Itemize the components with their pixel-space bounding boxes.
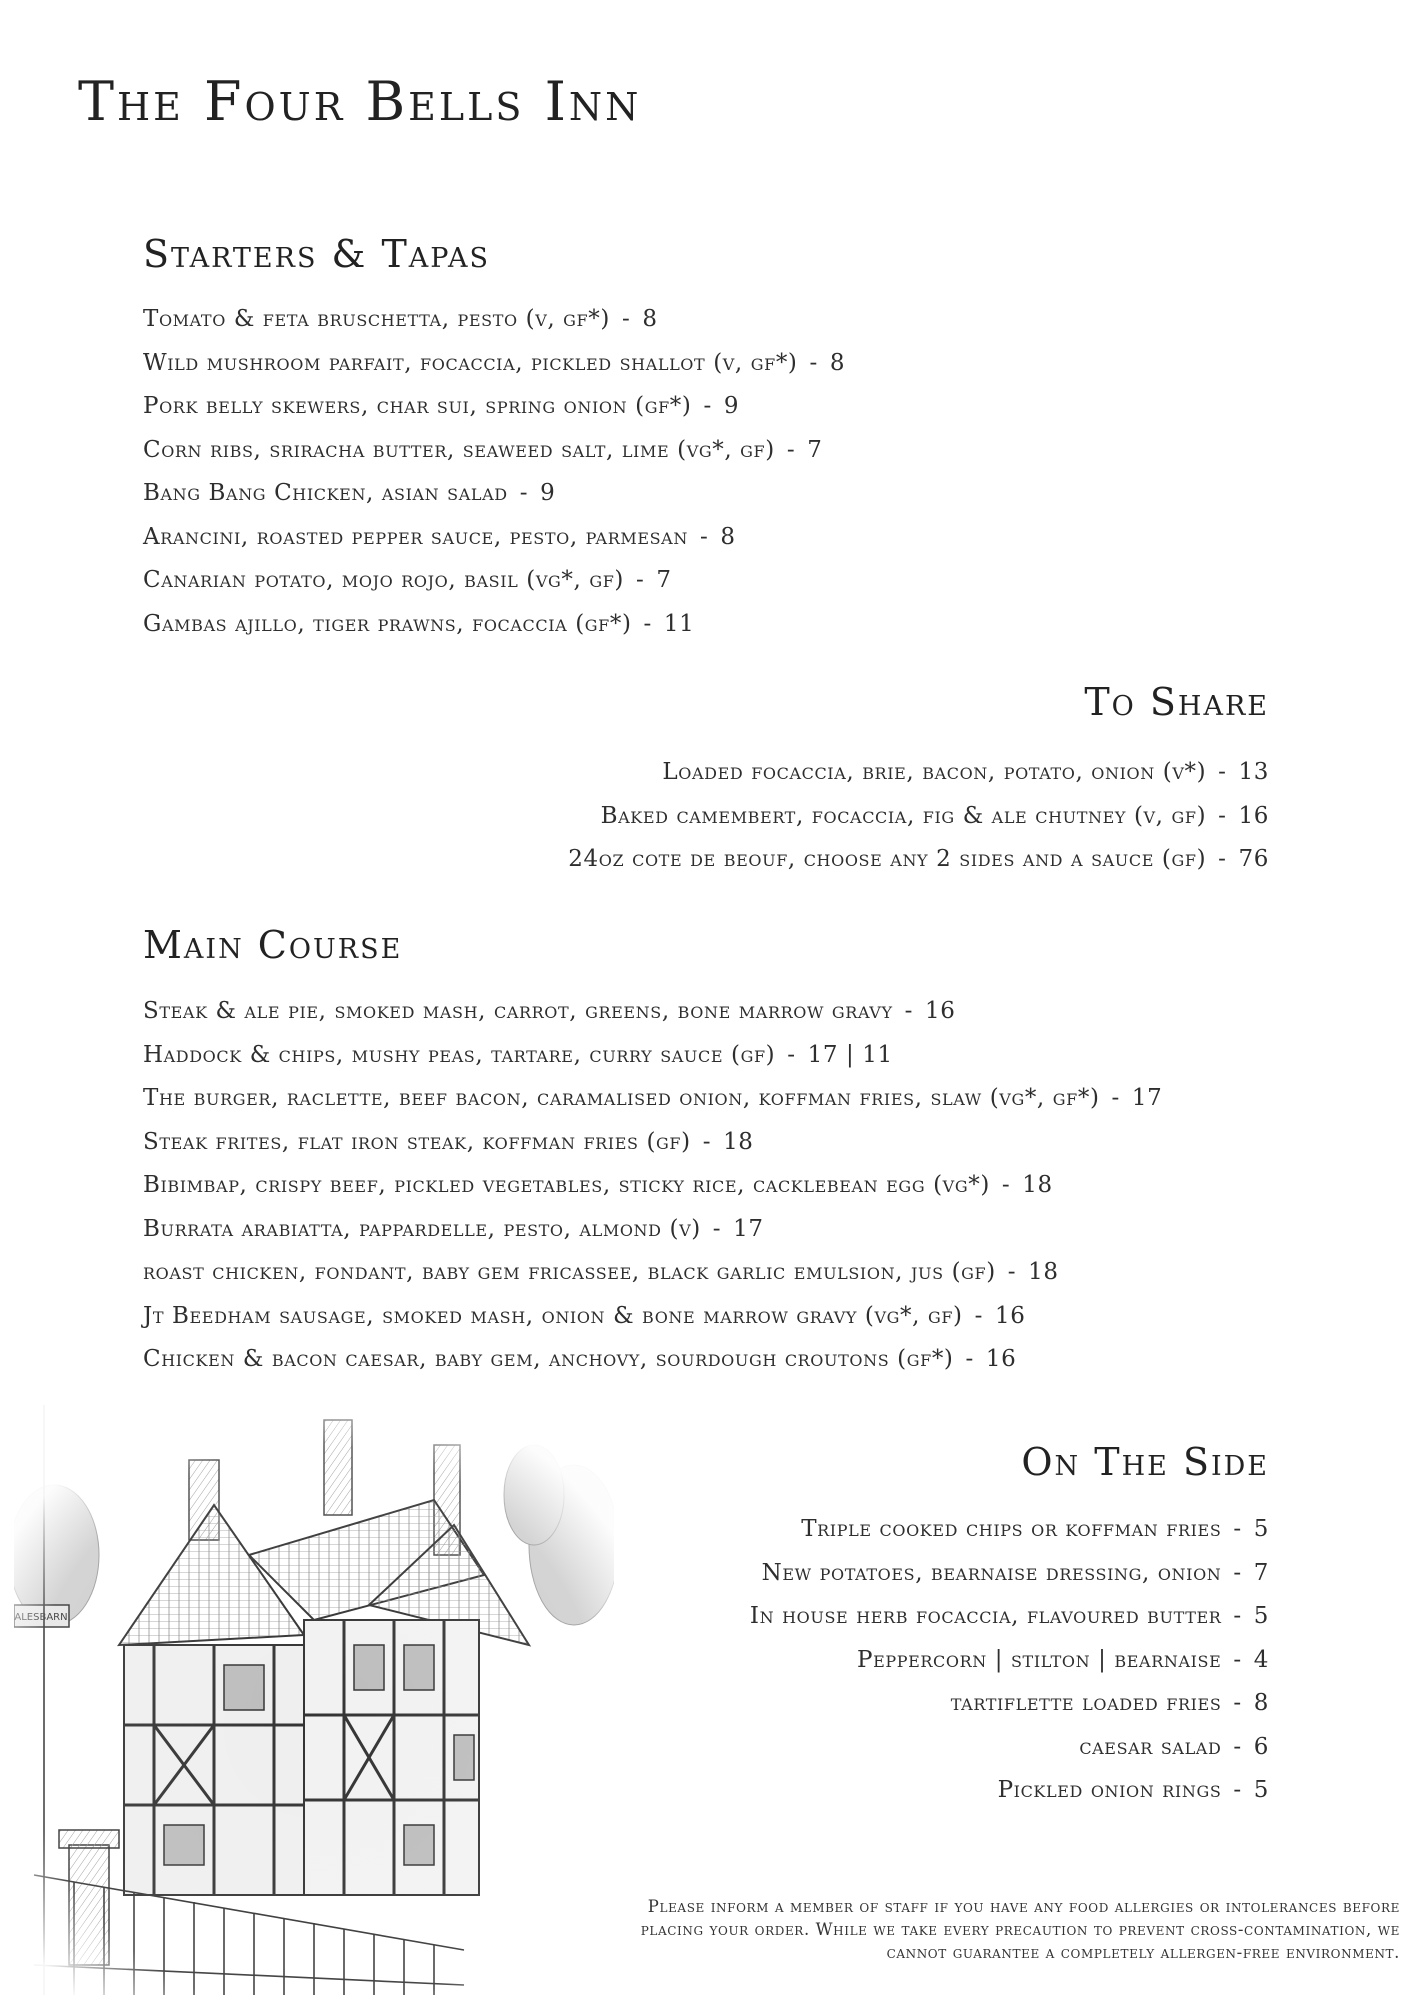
separator: - [703, 393, 712, 419]
menu-item [750, 1639, 1269, 1683]
item-name: The burger, raclette, beef bacon, caramalised onion, koffman fries, slaw (vg*, gf*) [143, 1085, 1100, 1111]
menu-item [143, 1251, 1162, 1295]
item-price: 7 [1253, 1559, 1269, 1586]
item-name: In house herb focaccia, flavoured butter [749, 1603, 1222, 1629]
item-price: 17 [733, 1215, 764, 1242]
menu-item [143, 298, 845, 342]
item-name: Pickled onion rings [997, 1777, 1222, 1803]
menu-item [143, 603, 845, 647]
menu-item [750, 1508, 1269, 1552]
menu-item [143, 385, 845, 429]
menu-item [568, 751, 1269, 795]
menu-item [143, 990, 1162, 1034]
separator: - [1233, 1559, 1242, 1586]
separator: - [1218, 846, 1227, 872]
item-price: 8 [642, 306, 658, 332]
separator: - [809, 349, 818, 376]
item-name: Bang Bang Chicken, asian salad [143, 480, 508, 506]
menu-item [143, 472, 845, 516]
separator: - [643, 610, 652, 637]
separator: - [1007, 1259, 1017, 1285]
menu-item [143, 1164, 1162, 1208]
menu-item [143, 1034, 1162, 1078]
item-name: Wild mushroom parfait, focaccia, pickled shallot (v, gf*) [143, 349, 798, 376]
separator: - [1233, 1690, 1242, 1716]
separator: - [965, 1346, 974, 1372]
item-price: 8 [720, 523, 736, 550]
on-the-side-heading: On The Side [1021, 1440, 1269, 1484]
item-price: 16 [1238, 802, 1269, 829]
allergen-notice: Please inform a member of staff if you have any food allergies or intolerances before placing your order. While we take every precaution to prevent cross-contamination, we cannot guarantee a completely allergen-free environment. [640, 1897, 1400, 1962]
separator: - [1233, 1603, 1242, 1629]
item-price: 9 [540, 480, 556, 506]
item-name: Burrata arabiatta, pappardelle, pesto, almond (v) [143, 1215, 701, 1242]
starters-list [143, 298, 845, 646]
menu-item [143, 516, 845, 560]
item-name: Tomato & feta bruschetta, pesto (v, gf*) [143, 306, 610, 332]
starters-heading: Starters & Tapas [143, 232, 490, 276]
separator: - [1001, 1172, 1011, 1198]
to-share-heading: To Share [1084, 680, 1269, 724]
menu-item [750, 1595, 1269, 1639]
main-course-list [143, 990, 1162, 1382]
item-name: Arancini, roasted pepper sauce, pesto, parmesan [143, 523, 688, 550]
item-price: 5 [1253, 1777, 1269, 1803]
separator: - [787, 1041, 796, 1068]
separator: - [621, 306, 631, 332]
item-price: 18 [1022, 1172, 1053, 1198]
separator: - [1233, 1516, 1242, 1542]
item-name: Jt Beedham sausage, smoked mash, onion & bone marrow gravy (vg*, gf) [143, 1302, 963, 1329]
item-name: tartiflette loaded fries [950, 1690, 1222, 1716]
item-name: New potatoes, bearnaise dressing, onion [761, 1559, 1222, 1586]
separator: - [974, 1302, 983, 1329]
menu-item [750, 1769, 1269, 1813]
item-name: Pork belly skewers, char sui, spring onion (gf*) [143, 393, 692, 419]
item-name: Triple cooked chips or koffman fries [801, 1516, 1222, 1542]
separator: - [1233, 1733, 1242, 1760]
separator: - [786, 436, 796, 463]
menu-item [143, 429, 845, 473]
menu-item [750, 1726, 1269, 1770]
item-price: 6 [1253, 1733, 1269, 1760]
item-name: 24oz cote de beouf, choose any 2 sides and a sauce (gf) [568, 846, 1207, 872]
item-name: Bibimbap, crispy beef, pickled vegetables, sticky rice, cacklebean egg (vg*) [143, 1172, 990, 1198]
main-course-heading: Main Course [143, 923, 403, 967]
separator: - [712, 1215, 722, 1242]
item-price: 16 [995, 1302, 1026, 1329]
item-price: 18 [723, 1128, 754, 1155]
item-price: 76 [1238, 846, 1269, 872]
item-name: Steak & ale pie, smoked mash, carrot, greens, bone marrow gravy [143, 998, 893, 1024]
menu-item [143, 559, 845, 603]
separator: - [636, 567, 645, 593]
inn-illustration [14, 1405, 614, 1995]
separator: - [1233, 1777, 1242, 1803]
menu-item [143, 1208, 1162, 1252]
item-name: Chicken & bacon caesar, baby gem, anchovy, sourdough croutons (gf*) [143, 1346, 954, 1372]
menu-item [143, 1338, 1162, 1382]
to-share-list [568, 751, 1269, 882]
item-price: 8 [829, 349, 846, 376]
separator: - [1233, 1646, 1242, 1673]
item-name: Peppercorn | stilton | bearnaise [857, 1646, 1222, 1673]
separator: - [1218, 759, 1227, 785]
menu-item [568, 795, 1269, 839]
menu-item [143, 1295, 1162, 1339]
item-name: caesar salad [1079, 1733, 1222, 1760]
menu-item [143, 1121, 1162, 1165]
item-price: 8 [1253, 1690, 1269, 1716]
item-name: Haddock & chips, mushy peas, tartare, curry sauce (gf) [143, 1041, 776, 1068]
item-price: 17 [1131, 1085, 1163, 1111]
item-name: Baked camembert, focaccia, fig & ale chutney (v, gf) [600, 802, 1207, 829]
item-name: roast chicken, fondant, baby gem fricassee, black garlic emulsion, jus (gf) [143, 1259, 996, 1285]
item-name: Canarian potato, mojo rojo, basil (vg*, gf) [143, 567, 624, 593]
menu-item [143, 1077, 1162, 1121]
separator: - [1111, 1085, 1120, 1111]
item-price: 16 [925, 998, 956, 1024]
item-price: 5 [1253, 1516, 1269, 1542]
menu-item [143, 342, 845, 386]
separator: - [1218, 802, 1227, 829]
item-name: Corn ribs, sriracha butter, seaweed salt, lime (vg*, gf) [143, 436, 775, 463]
menu-item [750, 1552, 1269, 1596]
item-price: 7 [656, 567, 672, 593]
item-price: 17 | 11 [807, 1041, 893, 1068]
menu-item [568, 838, 1269, 882]
item-price: 4 [1253, 1646, 1269, 1673]
item-price: 9 [723, 393, 740, 419]
item-price: 18 [1028, 1259, 1059, 1285]
item-price: 7 [807, 436, 823, 463]
separator: - [904, 998, 913, 1024]
separator: - [702, 1128, 712, 1155]
item-price: 16 [985, 1346, 1017, 1372]
item-name: Gambas ajillo, tiger prawns, focaccia (gf*) [143, 610, 632, 637]
restaurant-title: The Four Bells Inn [78, 70, 642, 133]
separator: - [519, 480, 529, 506]
separator: - [699, 523, 709, 550]
item-price: 13 [1238, 759, 1269, 785]
item-price: 11 [663, 610, 695, 637]
item-price: 5 [1253, 1603, 1269, 1629]
vignette [14, 1405, 614, 1995]
on-the-side-list [750, 1508, 1269, 1813]
menu-item [750, 1682, 1269, 1726]
item-name: Steak frites, flat iron steak, koffman fries (gf) [143, 1128, 691, 1155]
item-name: Loaded focaccia, brie, bacon, potato, onion (v*) [662, 759, 1207, 785]
